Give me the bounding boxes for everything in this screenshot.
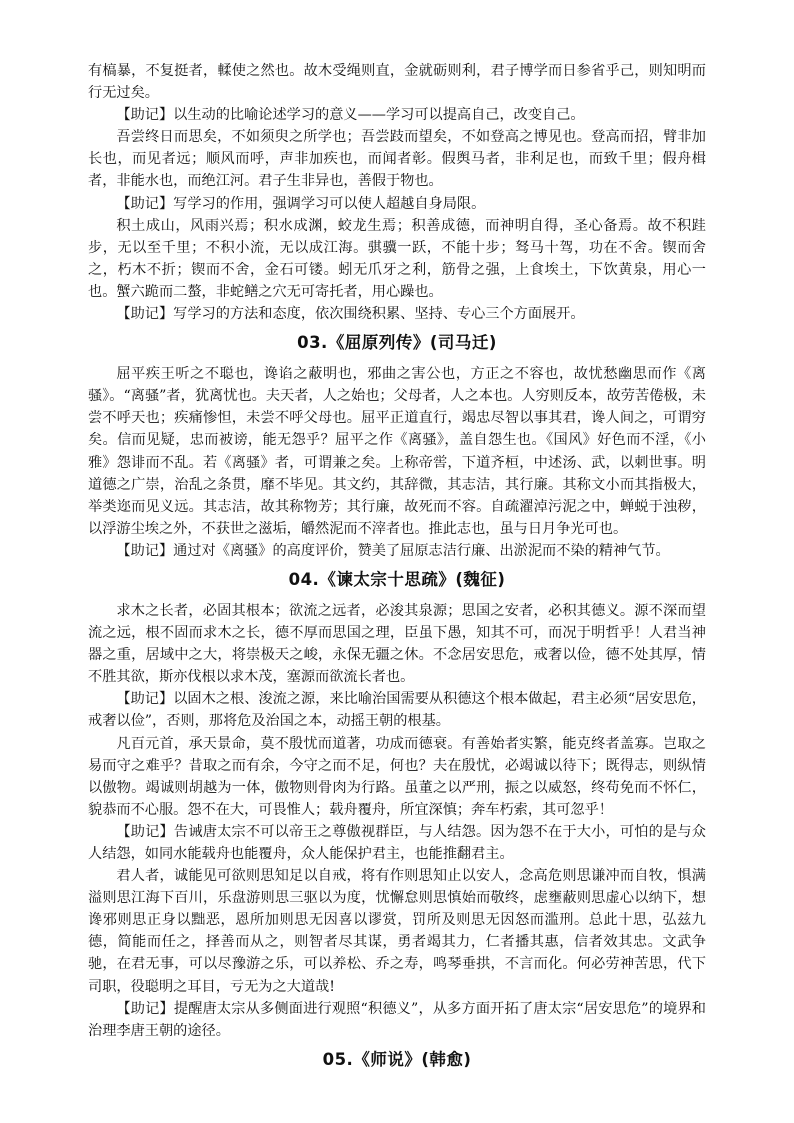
- section-04: [88, 568, 706, 1042]
- memory-note: 【助记】以生动的比喻论述学习的意义——学习可以提高自己，改变自己。: [116, 107, 585, 124]
- memory-note: 【助记】以固木之根、浚流之源，来比喻治国需要从积德这个根本做起，君主必须“居安思危，戒奢以俭”，否则，那将危及治国之本，动摇王朝的根基。: [88, 691, 706, 730]
- section-title: 03.《屈原列传》(司马迁): [297, 333, 497, 353]
- paragraph: 有槁暴，不复挺者，輮使之然也。故木受绳则直，金就砺则利，君子博学而日参省乎己，则知明而行无过矣。: [88, 63, 706, 102]
- paragraph: 凡百元首，承天景命，莫不殷忧而道著，功成而德衰。有善始者实繁，能克终者盖寡。岂取之易而守之难乎？昔取之而有余，今守之而不足，何也？夫在殷忧，必竭诚以待下；既得志，则纵情以傲物。竭诚则胡越为一体，傲物则骨肉为行路。虽董之以严刑，振之以威怒，终苟免而不怀仁，貌恭而不心服。怨不在大，可畏惟人；载舟覆舟，所宜深慎；奔车朽索，其可忽乎！: [88, 735, 706, 818]
- paragraph: 积土成山，风雨兴焉；积水成渊，蛟龙生焉；积善成德，而神明自得，圣心备焉。故不积跬步，无以至千里；不积小流，无以成江海。骐骥一跃，不能十步；驽马十驾，功在不舍。锲而舍之，朽木不折；锲而不舍，金石可镂。蚓无爪牙之利，筋骨之强，上食埃土，下饮黄泉，用心一也。蟹六跪而二螯，非蛇鳝之穴无可寄托者，用心躁也。: [88, 217, 706, 300]
- section-03: [88, 331, 706, 562]
- memory-note: 【助记】写学习的方法和态度，依次围绕积累、坚持、专心三个方面展开。: [116, 306, 585, 323]
- section-title: 04.《谏太宗十思疏》(魏征): [288, 569, 506, 589]
- section-05: [88, 1048, 706, 1072]
- memory-note: 【助记】告诫唐太宗不可以帝王之尊傲视群臣，与人结怨。因为怨不在于大小，可怕的是与众人结怨，如同水能载舟也能覆舟，众人能保护君主，也能推翻君主。: [88, 823, 706, 862]
- paragraph: 吾尝终日而思矣，不如须臾之所学也；吾尝跂而望矣，不如登高之博见也。登高而招，臂非加长也，而见者远；顺风而呼，声非加疾也，而闻者彰。假舆马者，非利足也，而致千里；假舟楫者，非能水也，而绝江河。君子生非异也，善假于物也。: [88, 129, 706, 190]
- memory-note: 【助记】写学习的作用，强调学习可以使人超越自身局限。: [116, 195, 486, 212]
- paragraph: 君人者，诚能见可欲则思知足以自戒，将有作则思知止以安人，念高危则思谦冲而自牧，惧满溢则思江海下百川，乐盘游则思三驱以为度，忧懈怠则思慎始而敬终，虑壅蔽则思虚心以纳下，想谗邪则思正身以黜恶，恩所加则思无因喜以谬赏，罚所及则思无因怒而滥刑。总此十思，弘兹九德，简能而任之，择善而从之，则智者尽其谋，勇者竭其力，仁者播其惠，信者效其忠。文武争驰，在君无事，可以尽豫游之乐，可以养松、乔之寿，鸣琴垂拱，不言而化。何必劳神苦思，代下司职，役聪明之耳目，亏无为之大道哉!: [88, 868, 706, 995]
- section-title: 05.《师说》(韩愈): [322, 1049, 472, 1069]
- paragraph: 屈平疾王听之不聪也，谗谄之蔽明也，邪曲之害公也，方正之不容也，故忧愁幽思而作《离骚》。“离骚”者，犹离忧也。夫天者，人之始也；父母者，人之本也。人穷则反本，故劳苦倦极，未尝不呼天也；疾痛惨怛，未尝不呼父母也。屈平正道直行，竭忠尽智以事其君，谗人间之，可谓穷矣。信而见疑，忠而被谤，能无怨乎？屈平之作《离骚》，盖自怨生也。《国风》好色而不淫，《小雅》怨诽而不乱。若《离骚》者，可谓兼之矣。上称帝喾，下道齐桓，中述汤、武，以刺世事。明道德之广崇，治乱之条贯，靡不毕见。其文约，其辞微，其志洁，其行廉。其称文小而其指极大，举类迩而见义远。其志洁，故其称物芳；其行廉，故死而不容。自疏濯淖污泥之中，蝉蜕于浊秽，以浮游尘埃之外，不获世之滋垢，皭然泥而不滓者也。推此志也，虽与日月争光可也。: [88, 366, 706, 537]
- section-02-continuation: [88, 60, 706, 325]
- memory-note: 【助记】提醒唐太宗从多侧面进行观照“积德义”，从多方面开拓了唐太宗“居安思危”的境界和治理李唐王朝的途径。: [88, 1000, 706, 1039]
- paragraph: 求木之长者，必固其根本；欲流之远者，必浚其泉源；思国之安者，必积其德义。源不深而望流之远，根不固而求木之长，德不厚而思国之理，臣虽下愚，知其不可，而况于明哲乎！人君当神器之重，居域中之大，将崇极天之峻，永保无疆之休。不念居安思危，戒奢以俭，德不处其厚，情不胜其欲，斯亦伐根以求木茂，塞源而欲流长者也。: [88, 602, 706, 686]
- memory-note: 【助记】通过对《离骚》的高度评价，赞美了屈原志洁行廉、出淤泥而不染的精神气节。: [116, 542, 670, 559]
